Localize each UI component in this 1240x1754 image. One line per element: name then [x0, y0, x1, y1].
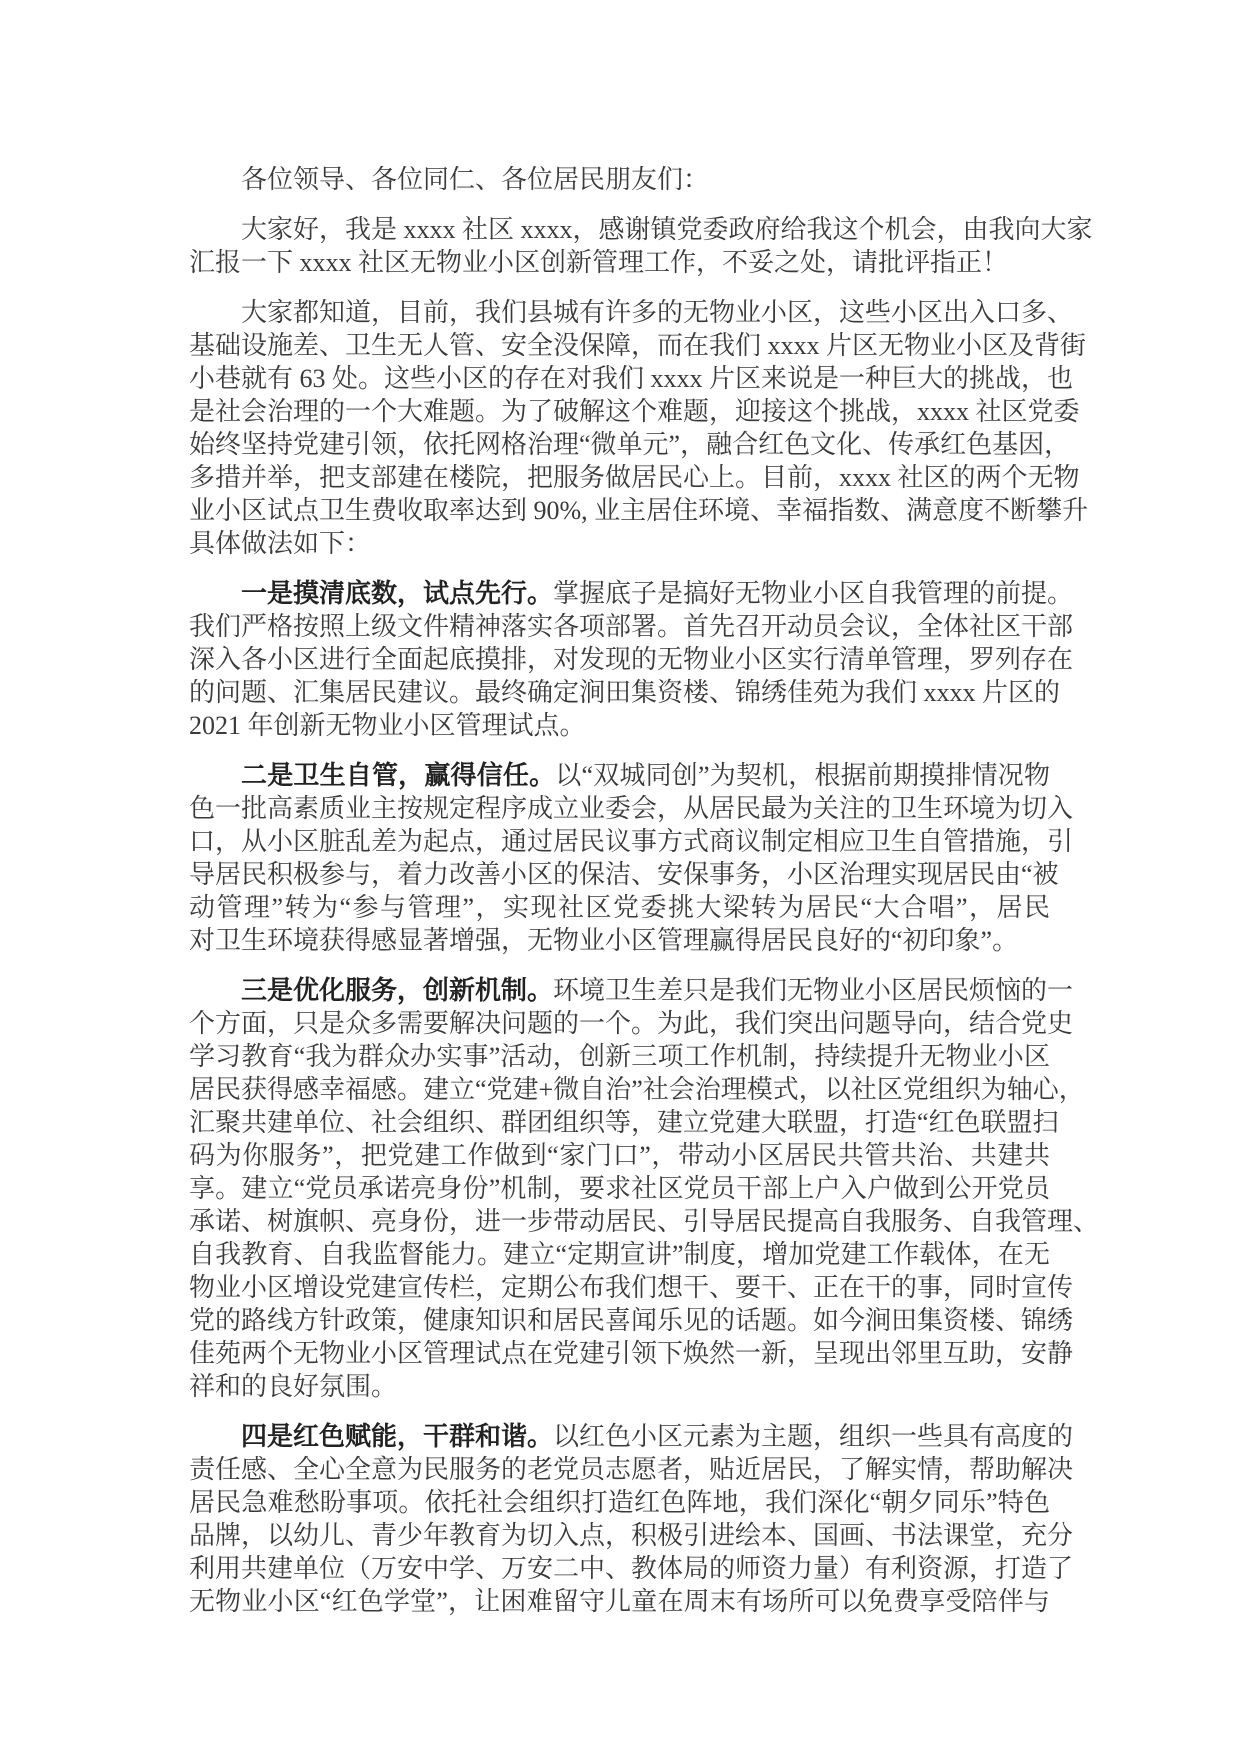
- body-paragraph: [189, 296, 1089, 560]
- line-text: 基础设施差、卫生无人管、安全没保障，而在我们 xxxx 片区无物业小区及背街: [189, 331, 1087, 360]
- body-paragraph: [189, 213, 1093, 279]
- line-text: 多措并举，把支部建在楼院，把服务做居民心上。目前，xxxx 社区的两个无物: [189, 463, 1080, 492]
- line-text: 物业小区增设党建宣传栏，定期公布我们想干、要干、正在干的事，同时宣传: [189, 1273, 1074, 1302]
- text-line: [189, 577, 1074, 610]
- text-line: [189, 494, 1089, 527]
- line-text: 学习教育“我为群众办实事”活动，创新三项工作机制，持续提升无物业小区: [189, 1042, 1050, 1071]
- salutation-paragraph: [189, 163, 1050, 196]
- line-text: 掌握底子是搞好无物业小区自我管理的前提。: [553, 579, 1074, 608]
- line-text: 我们严格按照上级文件精神落实各项部署。首先召开动员会议，全体社区干部: [189, 612, 1074, 641]
- line-text: 动管理”转为“参与管理”，实现社区党委挑大梁转为居民“大合唱”，居民: [189, 893, 1050, 922]
- line-text: 汇聚共建单位、社会组织、群团组织等，建立党建大联盟，打造“红色联盟扫: [189, 1108, 1059, 1137]
- text-line: [189, 1040, 1050, 1073]
- text-line: [189, 362, 1074, 395]
- line-text: 小巷就有 63 处。这些小区的存在对我们 xxxx 片区来说是一种巨大的挑战，也: [189, 364, 1074, 393]
- line-text: 口，从小区脏乱差为起点，通过居民议事方式商议制定相应卫生自管措施，引: [189, 827, 1074, 856]
- line-text: 利用共建单位（万安中学、万安二中、教体局的师资力量）有利资源，打造了: [189, 1554, 1074, 1583]
- section-heading: 一是摸清底数，试点先行。: [241, 579, 554, 608]
- text-line: [189, 1519, 1074, 1552]
- line-text: 汇报一下 xxxx 社区无物业小区创新管理工作，不妥之处，请批评指正！: [189, 248, 1009, 277]
- text-line: [189, 676, 1061, 709]
- text-line: [189, 329, 1087, 362]
- line-text: 环境卫生差只是我们无物业小区居民烦恼的一: [553, 976, 1074, 1005]
- text-line: [189, 825, 1074, 858]
- text-line: [189, 924, 1050, 957]
- body-paragraph: [189, 974, 1100, 1403]
- line-text: 佳苑两个无物业小区管理试点在党建引领下焕然一新，呈现出邻里互助，安静: [189, 1339, 1074, 1368]
- text-line: [189, 1007, 1074, 1040]
- line-text: 色一批高素质业主按规定程序成立业委会，从居民最为关注的卫生环境为切入: [189, 794, 1074, 823]
- line-text: 深入各小区进行全面起底摸排，对发现的无物业小区实行清单管理，罗列存在: [189, 645, 1074, 674]
- line-text: 对卫生环境获得感显著增强，无物业小区管理赢得居民良好的“初印象”。: [189, 926, 1019, 955]
- section-heading: 二是卫生自管，赢得信任。: [241, 761, 556, 790]
- line-text: 党的路线方针政策，健康知识和居民喜闻乐见的话题。如今涧田集资楼、锦绣: [189, 1306, 1074, 1335]
- line-text: 的问题、汇集居民建议。最终确定涧田集资楼、锦绣佳苑为我们 xxxx 片区的: [189, 678, 1061, 707]
- line-text: 大家好，我是 xxxx 社区 xxxx，感谢镇党委政府给我这个机会，由我向大家: [241, 215, 1093, 244]
- text-line: [189, 246, 1050, 279]
- text-line: [189, 858, 1059, 891]
- line-text: 码为你服务”，把党建工作做到“家门口”，带动小区居民共管共治、共建共: [189, 1141, 1050, 1170]
- text-line: [189, 1552, 1074, 1585]
- line-text: 2021 年创新无物业小区管理试点。: [189, 711, 586, 740]
- line-text: 居民获得感幸福感。建立“党建+微自治”社会治理模式，以社区党组织为轴心，: [189, 1075, 1085, 1104]
- text-line: [189, 891, 1050, 924]
- text-line: [189, 1238, 1050, 1271]
- line-text: 居民急难愁盼事项。依托社会组织打造红色阵地，我们深化“朝夕同乐”特色: [189, 1488, 1050, 1517]
- line-text: 责任感、全心全意为民服务的老党员志愿者，贴近居民，了解实情，帮助解决: [189, 1455, 1074, 1484]
- text-line: [189, 1205, 1100, 1238]
- text-line: [189, 527, 1050, 560]
- text-line: [189, 461, 1080, 494]
- text-line: [189, 974, 1074, 1007]
- text-line: [189, 1585, 1050, 1618]
- section-heading: 三是优化服务，创新机制。: [241, 976, 554, 1005]
- line-text: 祥和的良好氛围。: [189, 1372, 398, 1401]
- text-line: [189, 1486, 1050, 1519]
- line-text: 导居民积极参与，着力改善小区的保洁、安保事务，小区治理实现居民由“被: [189, 860, 1059, 889]
- text-line: [189, 1106, 1059, 1139]
- text-line: [189, 163, 1050, 196]
- line-text: 具体做法如下：: [189, 529, 372, 558]
- body-paragraph: [189, 1420, 1074, 1618]
- line-text: 个方面，只是众多需要解决问题的一个。为此，我们突出问题导向，结合党史: [189, 1009, 1074, 1038]
- text-line: [189, 643, 1074, 676]
- line-text: 各位领导、各位同仁、各位居民朋友们：: [241, 165, 710, 194]
- line-text: 始终坚持党建引领，依托网格治理“微单元”，融合红色文化、传承红色基因，: [189, 430, 1071, 459]
- section-heading: 四是红色赋能，干群和谐。: [241, 1422, 554, 1451]
- text-line: [189, 1271, 1074, 1304]
- text-line: [189, 1139, 1050, 1172]
- line-text: 品牌，以幼儿、青少年教育为切入点，积极引进绘本、国画、书法课堂，充分: [189, 1521, 1074, 1550]
- text-line: [189, 1172, 1050, 1205]
- text-line: [189, 428, 1071, 461]
- line-text: 业小区试点卫生费收取率达到 90%, 业主居住环境、幸福指数、满意度不断攀升: [189, 496, 1089, 525]
- text-line: [189, 1370, 1050, 1403]
- line-text: 享。建立“党员承诺亮身份”机制，要求社区党员干部上户入户做到公开党员: [189, 1174, 1050, 1203]
- body-paragraph: [189, 577, 1074, 742]
- line-text: 以红色小区元素为主题，组织一些具有高度的: [553, 1422, 1074, 1451]
- text-line: [189, 1304, 1074, 1337]
- document-body: [189, 163, 1100, 1635]
- text-line: [189, 395, 1080, 428]
- line-text: 自我教育、自我监督能力。建立“定期宣讲”制度，增加党建工作载体，在无: [189, 1240, 1050, 1269]
- text-line: [189, 610, 1074, 643]
- line-text: 承诺、树旗帜、亮身份，进一步带动居民、引导居民提高自我服务、自我管理、: [189, 1207, 1100, 1236]
- text-line: [189, 296, 1074, 329]
- text-line: [189, 759, 1050, 792]
- text-line: [189, 1337, 1074, 1370]
- line-text: 是社会治理的一个大难题。为了破解这个难题，迎接这个挑战，xxxx 社区党委: [189, 397, 1080, 426]
- line-text: 无物业小区“红色学堂”，让困难留守儿童在周末有场所可以免费享受陪伴与: [189, 1587, 1050, 1616]
- text-line: [189, 709, 1050, 742]
- line-text: 大家都知道，目前，我们县城有许多的无物业小区，这些小区出入口多、: [241, 298, 1074, 327]
- text-line: [189, 213, 1093, 246]
- text-line: [189, 1420, 1074, 1453]
- text-line: [189, 1073, 1085, 1106]
- body-paragraph: [189, 759, 1074, 957]
- text-line: [189, 1453, 1074, 1486]
- text-line: [189, 792, 1074, 825]
- line-text: 以“双城同创”为契机，根据前期摸排情况物: [555, 761, 1050, 790]
